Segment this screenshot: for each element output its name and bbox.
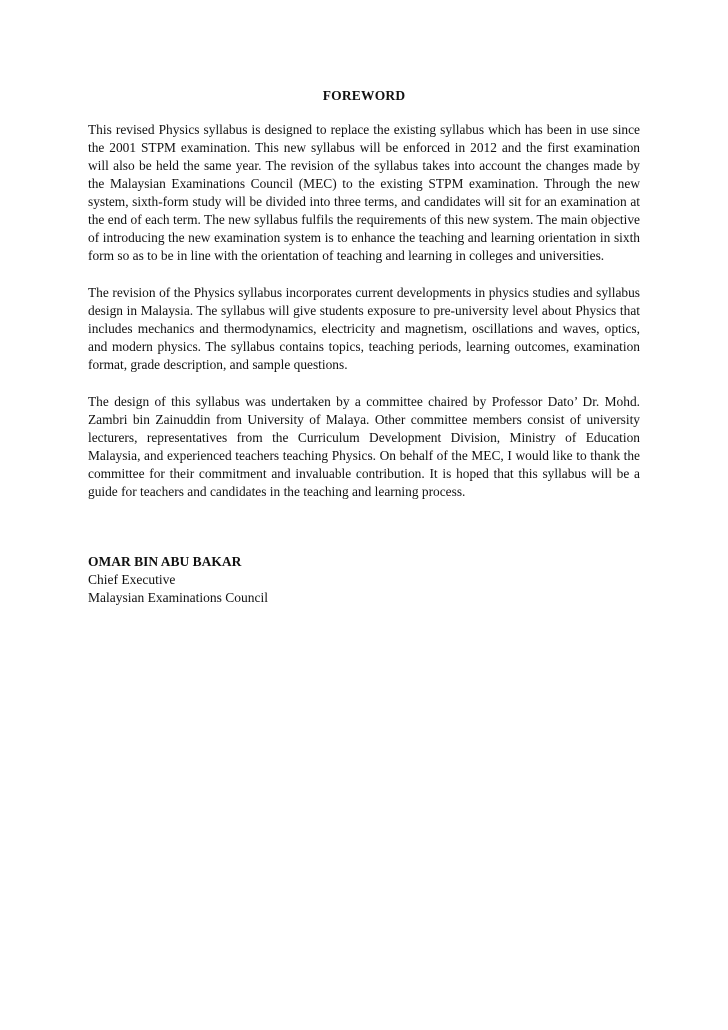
paragraph-1: This revised Physics syllabus is designed to replace the existing syllabus which has been in use since the 2001 STPM examination. This new syllabus will be enforced in 2012 and the first examination will also be held the same year. The revision of the syllabus takes into account the changes made by the Malaysian Examinations Council (MEC) to the existing STPM examination. Through the new system, sixth-form study will be divided into three terms, and candidates will sit for an examination at the end of each term. The new syllabus fulfils the requirements of this new system. The main objective of introducing the new examination system is to enhance the teaching and learning orientation in sixth form so as to be in line with the orientation of teaching and learning in colleges and universities. bbox=[88, 122, 640, 263]
signatory-name: OMAR BIN ABU BAKAR bbox=[88, 554, 242, 569]
signature-block bbox=[88, 553, 640, 607]
paragraph-2: The revision of the Physics syllabus incorporates current developments in physics studies and syllabus design in Malaysia. The syllabus will give students exposure to pre-university level about Physics that includes mechanics and thermodynamics, electricity and magnetism, oscillations and waves, optics, and modern physics. The syllabus contains topics, teaching periods, learning outcomes, examination format, grade description, and sample questions. bbox=[88, 285, 640, 372]
signatory-position: Chief Executive bbox=[88, 572, 176, 587]
signatory-organization: Malaysian Examinations Council bbox=[88, 590, 268, 605]
page-title: FOREWORD bbox=[322, 88, 406, 103]
paragraph-3: The design of this syllabus was undertaken by a committee chaired by Professor Dato’ Dr. Mohd. Zambri bin Zainuddin from University of Malaya. Other committee members consist of university lecturers, representatives from the Curriculum Development Division, Ministry of Education Malaysia, and experienced teachers teaching Physics. On behalf of the MEC, I would like to thank the committee for their commitment and invaluable contribution. It is hoped that this syllabus will be a guide for teachers and candidates in the teaching and learning process. bbox=[88, 394, 640, 499]
